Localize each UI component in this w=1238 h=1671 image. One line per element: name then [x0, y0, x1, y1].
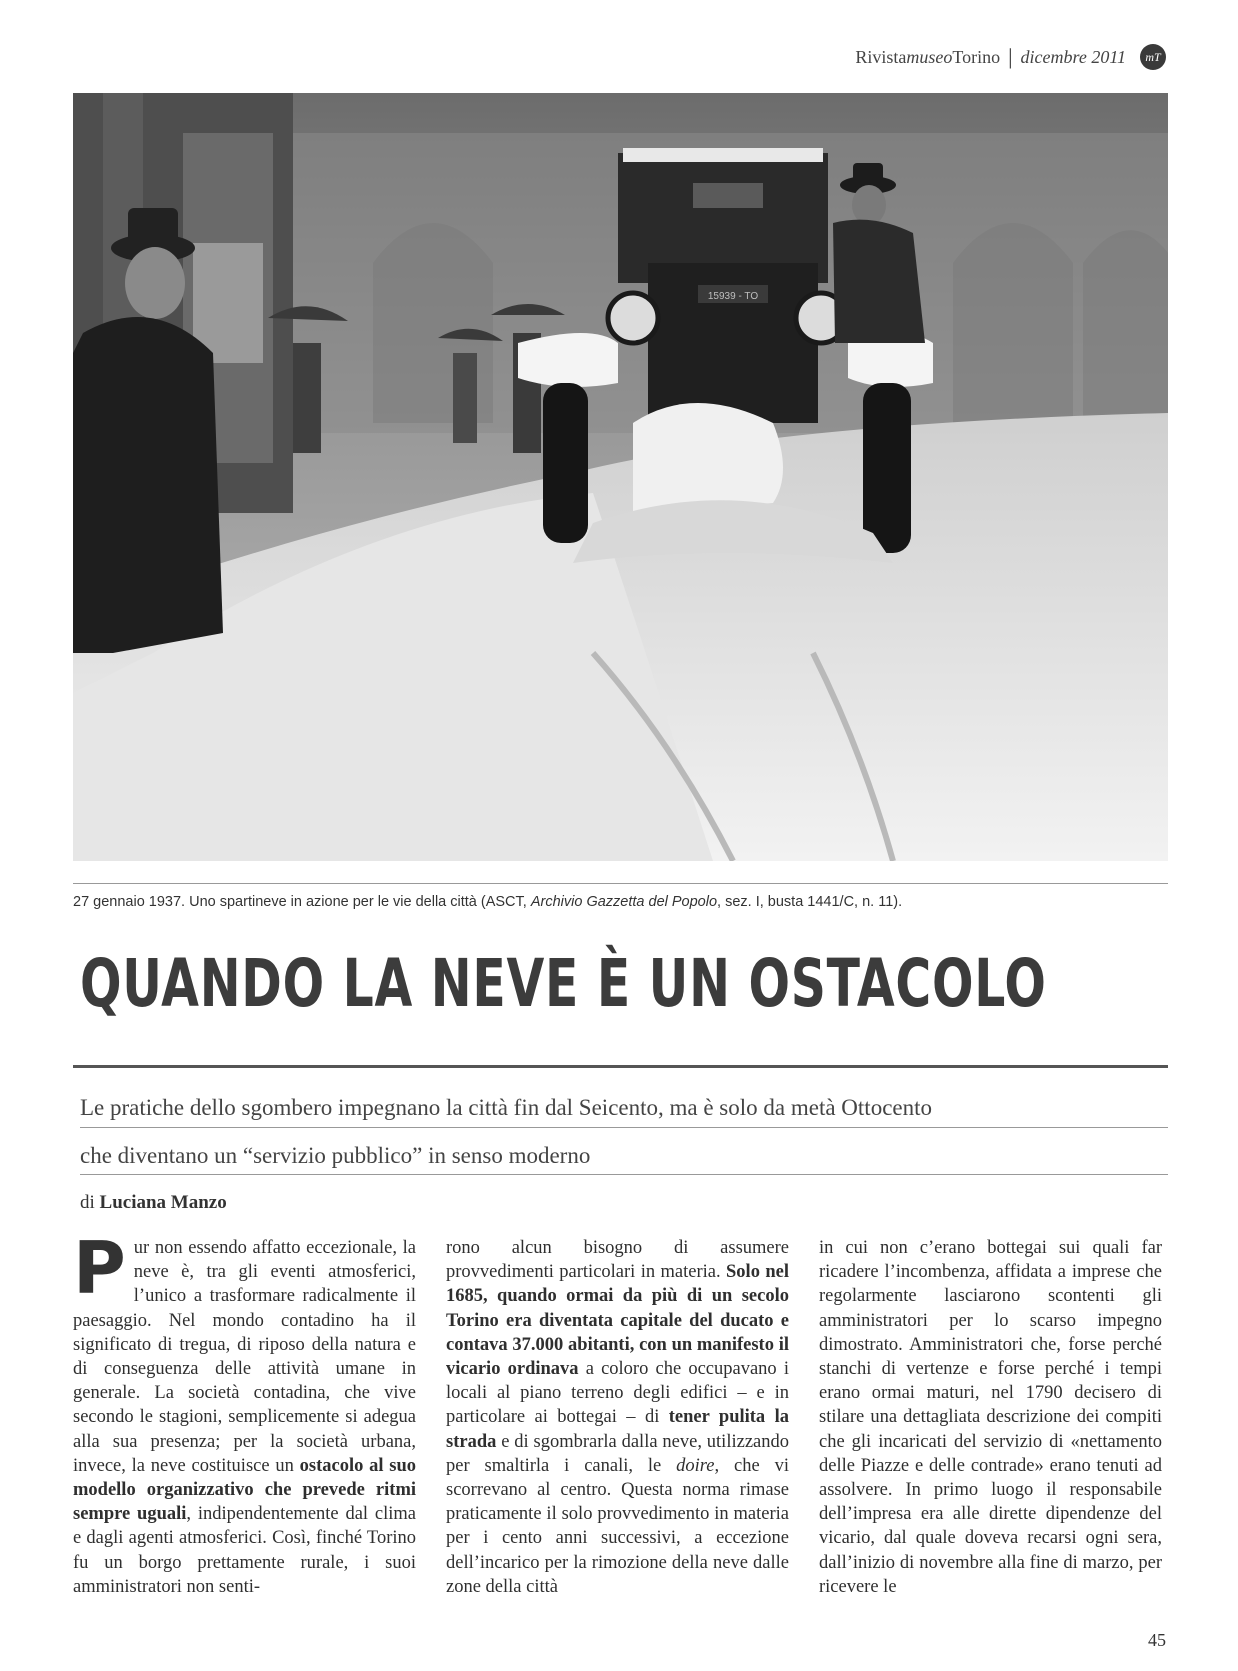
caption-archive-name: Archivio Gazzetta del Popolo [530, 894, 718, 910]
column-emphasis: ostacolo al suo modello organizzativo che prevede ritmi sempre uguali [73, 1455, 417, 1525]
column-text: in cui non c’erano bottegai sui quali far ricadere l’incombenza, affidata a imprese che regolarmente lasciarono scontenti gli amministratori per lo scarso impegno dimostrato. Amministratori che, forse perché stanchi di vertenze e forse perché i tempi erano ormai maturi, nel 1790 decisero di stilare una dettagliata descrizione dei compiti che gli incaricati del servizio di «nettamento delle Piazze e delle contrade» erano tenuti ad assolvere. In primo luogo il responsabile dell’impresa era alle dirette dipendenze del vicario, dal quale doveva recarsi ogni sera, dall’inizio di novembre alla fine di marzo, per ricevere le [819, 1238, 1162, 1597]
column-text: rono alcun bisogno di assumere provvedimenti particolari in materia. [446, 1238, 789, 1283]
caption-text-before: 27 gennaio 1937. Uno spartineve in azione per le vie della città (ASCT, [73, 894, 531, 910]
historic-photo [73, 93, 1168, 861]
column-text: a coloro che occupavano i locali al piano terreno degli edifici – e in particolare ai bottegai – di [446, 1359, 789, 1428]
photo-caption [73, 894, 1168, 910]
column-text: e di sgombrarla dalla neve, utilizzando per smaltirla i canali, le [446, 1431, 789, 1476]
article-subtitle-line-1: Le pratiche dello sgombero impegnano la città fin dal Seicento, ma è solo da metà Ottocento [80, 1095, 932, 1120]
byline [80, 1192, 227, 1214]
magazine-suffix: Torino [952, 46, 1001, 67]
article-column-1 [73, 1226, 417, 1599]
byline-prefix: di [80, 1192, 100, 1213]
subtitle-rule-2 [80, 1174, 1168, 1175]
magazine-prefix: Rivista [855, 46, 907, 67]
caption-text-after: , sez. I, busta 1441/C, n. 11). [717, 894, 903, 910]
drop-cap: P [73, 1226, 126, 1310]
header-separator: | [1008, 44, 1013, 69]
licence-plate: 15939 - TO [707, 291, 759, 302]
issue-date: dicembre 2011 [1020, 46, 1126, 67]
article-column-3 [819, 1236, 1162, 1599]
column-emphasis: Solo nel 1685, quando ormai da più di un secolo Torino era diventata capitale del ducato e contava 37.000 abitanti, con un manifesto il vicario ordinava [446, 1262, 789, 1380]
title-rule [73, 1065, 1168, 1068]
column-italic: doire [676, 1455, 715, 1476]
magazine-italic: museo [906, 46, 953, 67]
column-text: ur non essendo affatto eccezionale, la neve è, tra gli eventi atmosferici, l’unico a trasformare radicalmente il paesaggio. Nel mondo contadino ha il significato di tregua, di riposo della natura e di conseguenza delle attività umane in generale. La società contadina, che vive secondo le stagioni, semplicemente si adegua alla sua presenza; per la società urbana, invece, la neve costituisce un [73, 1238, 416, 1476]
article-body [73, 1226, 1168, 1616]
article-column-2 [446, 1236, 789, 1599]
caption-rule [73, 883, 1168, 884]
page-header [855, 44, 1166, 70]
column-text: , che vi scorrevano al centro. Questa norma rimase praticamente il solo provvedimento in materia per i cento anni successivi, a eccezione dell’incarico per la rimozione della neve dalle zone della città [446, 1455, 790, 1597]
article-title: QUANDO LA NEVE È UN OSTACOLO [80, 945, 1047, 1022]
article-subtitle-line-2: che diventano un “servizio pubblico” in senso moderno [80, 1143, 591, 1168]
photo-illustration [73, 93, 1168, 861]
subtitle-rule-1 [80, 1127, 1168, 1128]
author-name: Luciana Manzo [99, 1192, 227, 1213]
column-text: , indipendentemente dal clima e dagli agenti atmosferici. Così, finché Torino fu un borgo prettamente rurale, i suoi amministratori non senti- [73, 1504, 416, 1597]
page-number: 45 [1148, 1630, 1166, 1650]
column-emphasis: tener pulita la strada [446, 1407, 789, 1452]
magazine-logo-icon: mT [1140, 44, 1166, 70]
